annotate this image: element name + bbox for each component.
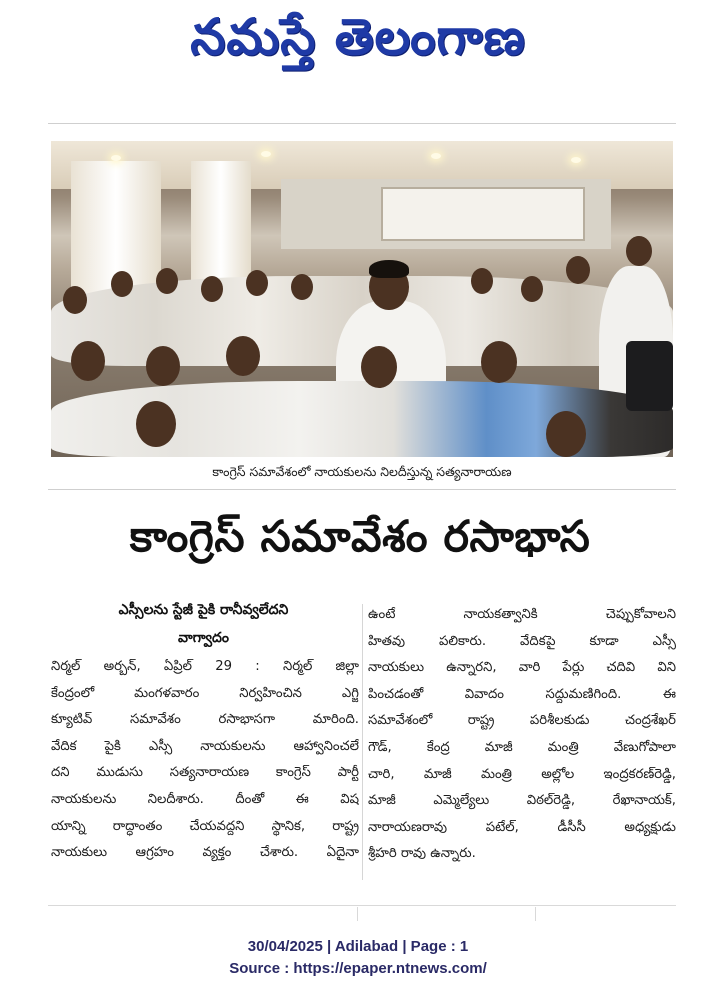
subhead-line: వాగ్వాదం	[178, 630, 229, 646]
article-headline: కాంగ్రెస్ సమావేశం రసాభాస	[129, 512, 591, 562]
photo-ceiling-light	[571, 157, 581, 163]
body-line: ఉంటే నాయకత్వానికి చెప్పుకోవాలని	[368, 607, 676, 622]
newspaper-logo: నమస్తే తెలంగాణ	[190, 7, 526, 66]
photo-back-window	[381, 187, 585, 241]
attendee-head	[71, 341, 105, 381]
attendee-head	[111, 271, 133, 297]
attendee-head	[521, 276, 543, 302]
rule-tick	[535, 907, 536, 921]
masthead-divider	[48, 123, 676, 124]
body-line: దని ముడుసు సత్యనారాయణ కాంగ్రెస్ పార్టీ	[51, 765, 359, 781]
body-line: యాన్ని రాద్ధాంతం చేయవద్దని స్థానిక, రాష్ట్ర	[51, 818, 359, 834]
masthead	[0, 0, 716, 86]
caption-divider	[48, 489, 676, 490]
news-photo	[51, 141, 673, 457]
rule-tick	[357, 907, 358, 921]
body-line: నిర్మల్ అర్బన్, ఏప్రిల్ 29 : నిర్మల్ జిల్లా	[51, 659, 359, 674]
attendee-head	[146, 346, 180, 386]
photo-ceiling-light	[111, 155, 121, 161]
body-line: సమావేశంలో రాష్ట్ర పరిశీలకుడు చంద్రశేఖర్	[368, 713, 676, 729]
article-column-left	[51, 654, 359, 867]
attendee-head	[63, 286, 87, 314]
photo-ceiling-light	[431, 153, 441, 159]
body-line: శ్రీహరి రావు ఉన్నారు.	[368, 846, 476, 862]
body-line: నాయకులు ఉన్నారని, వారి పేర్లు చదివి విని	[368, 660, 676, 676]
body-line: వేదిక పైకి ఎస్సీ నాయకులను ఆహ్వానించలే	[51, 738, 359, 754]
article-bottom-rule	[48, 905, 676, 906]
body-line: నాయకులను నిలదీశారు. దీంతో ఈ విష	[51, 791, 359, 807]
photo-crowd	[51, 246, 673, 457]
body-line: గౌడ్, కేంద్ర మాజీ మంత్రి వేణుగోపాలా	[368, 739, 676, 755]
article-column-right	[368, 602, 676, 868]
body-line: కేంద్రంలో మంగళవారం నిర్వహించిన ఎగ్జి	[51, 685, 359, 701]
page-footer	[0, 936, 716, 980]
body-line: పించడంతో వివాదం సద్దుమణిగింది. ఈ	[368, 686, 676, 702]
photo-ceiling-light	[261, 151, 271, 157]
subhead-line: ఎస్సీలను స్టేజీ పైకి రానీవ్వలేదని	[118, 602, 289, 618]
edition-info: 30/04/2025 | Adilabad | Page : 1	[247, 938, 469, 955]
body-line: హితవు పలికారు. వేదికపై కూడా ఎస్సీ	[368, 633, 676, 649]
column-divider	[362, 604, 363, 880]
body-line: క్యూటివ్ సమావేశం రసాభాసగా మారింది.	[51, 712, 359, 728]
attendee-head	[226, 336, 260, 376]
attendee-head	[136, 401, 176, 447]
attendee-head	[291, 274, 313, 300]
attendee-head	[471, 268, 493, 294]
body-line: నాయకులు ఆగ్రహం వ్యక్తం చేశారు. ఏదైనా	[51, 845, 359, 861]
body-line: మాజీ ఎమ్మెల్యేలు విఠల్‌రెడ్డి, రేఖానాయక్,	[368, 793, 676, 809]
attendee-head	[481, 341, 517, 383]
article-subheadline	[51, 596, 356, 656]
body-line: చారి, మాజీ మంత్రి అల్లోల ఇంద్రకరణ్‌రెడ్డి,	[368, 766, 676, 782]
attendee-head	[361, 346, 397, 388]
body-line: నారాయణరావు పటేల్, డీసీసీ అధ్యక్షుడు	[368, 819, 676, 835]
attendee-head	[546, 411, 586, 457]
attendee-head	[626, 236, 652, 266]
speaker-hair	[369, 260, 409, 278]
photo-caption: కాంగ్రెస్ సమావేశంలో నాయకులను నిలదీస్తున్న సత్యనారాయణ	[212, 463, 512, 479]
attendee-head	[246, 270, 268, 296]
source-link[interactable]: Source : https://epaper.ntnews.com/	[229, 960, 487, 977]
attendee-head	[156, 268, 178, 294]
camera-equipment	[626, 341, 673, 411]
attendee-head	[201, 276, 223, 302]
attendee-head	[566, 256, 590, 284]
